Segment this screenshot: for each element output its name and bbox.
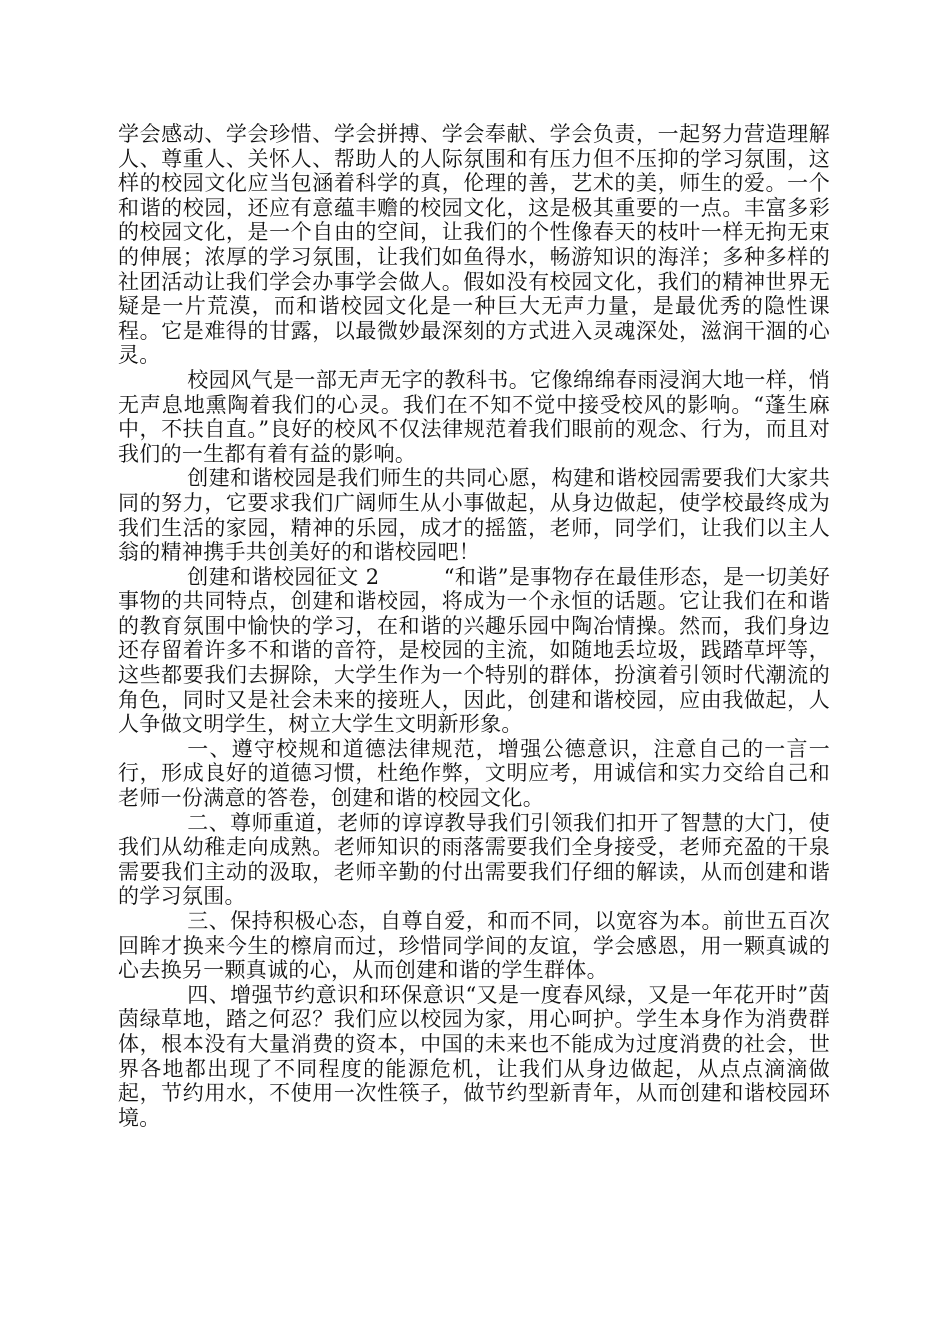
paragraph: 学会感动、学会珍惜、学会拼搏、学会奉献、学会负责，一起努力营造理解人、尊重人、关怀人、帮助人的人际氛围和有压力但不压抑的学习氛围，这样的校园文化应当包涵着科学的真，伦理的善，艺术的美，师生的爱。一个和谐的校园，还应有意蕴丰赡的校园文化，这是极其重要的一点。丰富多彩的校园文化，是一个自由的空间，让我们的个性像春天的枝叶一样无拘无束的伸展；浓厚的学习氛围，让我们如鱼得水，畅游知识的海洋；多种多样的社团活动让我们学会办事学会做人。假如没有校园文化，我们的精神世界无疑是一片荒漠，而和谐校园文化是一种巨大无声力量，是最优秀的隐性课程。它是难得的甘露，以最微妙最深刻的方式进入灵魂深处，滋润干涸的心灵。 [118, 122, 830, 368]
paragraph: 四、增强节约意识和环保意识“又是一度春风绿，又是一年花开时”茵茵绿草地，踏之何忍？我们应以校园为家，用心呵护。学生本身作为消费群体，根本没有大量消费的资本，中国的未来也不能成为过度消费的社会，世界各地都出现了不同程度的能源危机，让我们从身边做起，从点点滴滴做起，节约用水，不使用一次性筷子，做节约型新青年，从而创建和谐校园环境。 [118, 982, 830, 1130]
document-body [118, 122, 830, 1130]
paragraph: 创建和谐校园是我们师生的共同心愿，构建和谐校园需要我们大家共同的努力，它要求我们广阔师生从小事做起，从身边做起，使学校最终成为我们生活的家园，精神的乐园，成才的摇篮，老师，同学们，让我们以主人翁的精神携手共创美好的和谐校园吧！ [118, 466, 830, 565]
paragraph: 三、保持积极心态，自尊自爱，和而不同，以宽容为本。前世五百次回眸才换来今生的檫肩而过，珍惜同学间的友谊，学会感恩，用一颗真诚的心去换另一颗真诚的心，从而创建和谐的学生群体。 [118, 909, 830, 983]
paragraph: 校园风气是一部无声无字的教科书。它像绵绵春雨浸润大地一样，悄无声息地熏陶着我们的心灵。我们在不知不觉中接受校风的影响。“蓬生麻中，不扶自直。”良好的校风不仅法律规范着我们眼前的观念、行为，而且对我们的一生都有着有益的影响。 [118, 367, 830, 466]
paragraph: 一、遵守校规和道德法律规范，增强公德意识，注意自己的一言一行，形成良好的道德习惯，杜绝作弊，文明应考，用诚信和实力交给自己和老师一份满意的答卷，创建和谐的校园文化。 [118, 736, 830, 811]
paragraph: 创建和谐校园征文 2 “和谐”是事物存在最佳形态，是一切美好事物的共同特点，创建和谐校园，将成为一个永恒的话题。它让我们在和谐的教育氛围中愉快的学习，在和谐的兴趣乐园中陶冶情操。然而，我们身边还存留着许多不和谐的音符，是校园的主流，如随地丢垃圾，践踏草坪等，这些都要我们去摒除，大学生作为一个特别的群体，扮演着引领时代潮流的角色，同时又是社会未来的接班人，因此，创建和谐校园，应由我做起，人人争做文明学生，树立大学生文明新形象。 [118, 564, 830, 737]
paragraph: 二、尊师重道，老师的谆谆教导我们引领我们扣开了智慧的大门，使我们从幼稚走向成熟。老师知识的雨落需要我们全身接受，老师充盈的干泉需要我们主动的汲取，老师辛勤的付出需要我们仔细的解读，从而创建和谐的学习氛围。 [118, 810, 830, 909]
